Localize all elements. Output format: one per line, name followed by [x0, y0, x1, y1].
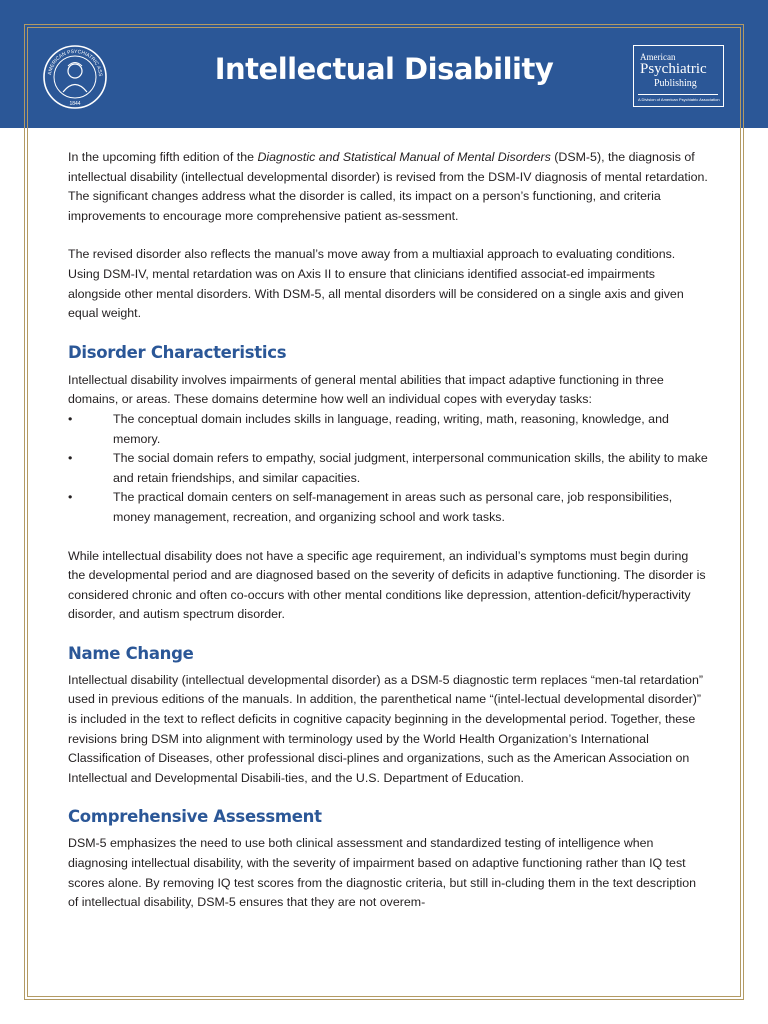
- characteristics-closing: While intellectual disability does not have a specific age requirement, an individual’s symptoms must begin during the developmental period and are diagnosed based on the severity of deficits in adaptive functioning. The disorder is considered chronic and often co-occurs with other mental conditions like depression, attention-deficit/hyperactivity disorder, and autism spectrum disorder.: [68, 548, 706, 622]
- article-body: [68, 148, 708, 913]
- seal-year: 1844: [69, 101, 81, 107]
- publisher-logo-line3: Publishing: [654, 78, 697, 89]
- assessment-paragraph: DSM-5 emphasizes the need to use both clinical assessment and standardized testing of intelligence when diagnosing intellectual disability, with the severity of impairment based on adaptive functioning rather than IQ test scores alone. By removing IQ test scores from the diagnostic criteria, but still in-cluding them in the text description of intellectual disability, DSM-5 ensures that they are not overem-: [68, 836, 697, 910]
- domain-list: [68, 410, 708, 528]
- section-heading-assessment: Comprehensive Assessment: [68, 807, 322, 827]
- section-heading-characteristics: Disorder Characteristics: [68, 342, 287, 362]
- intro-paragraph-1: In the upcoming fifth edition of the Diagnostic and Statistical Manual of Mental Disorders (DSM-5), the diagnosis of intellectual disability (intellectual developmental disorder) is revised from the DSM-IV diagnosis of mental retardation. The significant changes address what the disorder is called, its impact on a person’s functioning, and criteria improvements to encourage more comprehensive patient as-sessment.: [68, 150, 708, 223]
- list-item: • The conceptual domain includes skills in language, reading, writing, math, reasoning, knowledge, and memory.: [68, 411, 669, 446]
- manual-title: Diagnostic and Statistical Manual of Mental Disorders: [257, 150, 551, 164]
- seal-text: AMERICAN PSYCHIATRIC ASS: [47, 48, 104, 77]
- page-title: Intellectual Disability: [214, 52, 554, 86]
- publisher-logo-line2: Psychiatric: [640, 61, 707, 77]
- intro-paragraph-2: The revised disorder also reflects the manual’s move away from a multiaxial approach to evaluating conditions. Using DSM-IV, mental retardation was on Axis II to ensure that clinicians identified associat-ed impairments alongside other mental disorders. With DSM-5, all mental disorders will be considered on a single axis and given equal weight.: [68, 247, 684, 321]
- bullet: •: [68, 490, 73, 505]
- bullet: •: [68, 451, 73, 466]
- publisher-logo-tagline: A Division of American Psychiatric Association: [638, 97, 720, 102]
- list-item: • The social domain refers to empathy, social judgment, interpersonal communication skills, the ability to make and retain friendships, and similar capacities.: [68, 451, 708, 485]
- characteristics-intro: Intellectual disability involves impairments of general mental abilities that impact adaptive functioning in three domains, or areas. These domains determine how well an individual copes with everyday tasks:: [68, 372, 664, 407]
- bullet: •: [68, 411, 73, 426]
- section-heading-name-change: Name Change: [68, 643, 194, 663]
- list-item: • The practical domain centers on self-management in areas such as personal care, job responsibilities, money management, recreation, and organizing school and work tasks.: [68, 490, 673, 524]
- name-change-paragraph: Intellectual disability (intellectual developmental disorder) as a DSM-5 diagnostic term replaces “men-tal retardation” used in previous editions of the manuals. In addition, the parenthetical name “(intel-lectual developmental disorder)” is included in the text to reflect deficits in cognitive capacity beginning in the developmental period. Together, these revisions bring DSM into alignment with terminology used by the World Health Organization’s International Classification of Diseases, other professional disci-plines and organizations, such as the American Association on Intellectual and Developmental Disabili-ties, and the U.S. Department of Education.: [68, 672, 703, 785]
- publisher-logo-line1: American: [640, 52, 676, 62]
